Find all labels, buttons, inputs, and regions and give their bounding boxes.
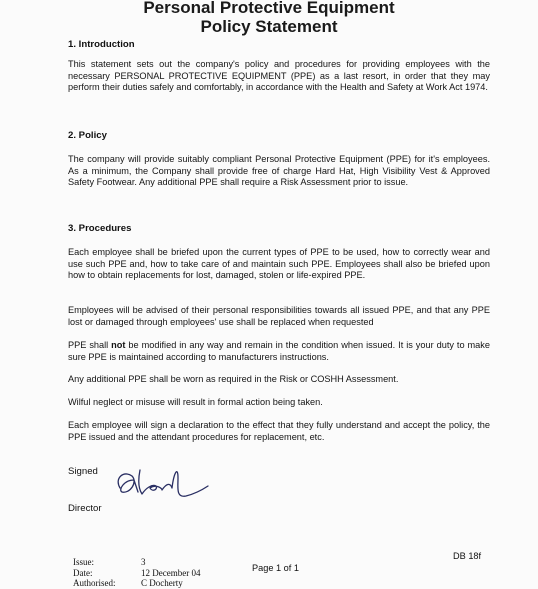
director-signature — [112, 462, 212, 508]
procedures-paragraph-1: Each employee shall be briefed upon the current types of PPE to be used, how to correctly wear and use such PPE and, how to take care of and maintain such PPE. Employees shall also be briefed upon how to obtain replacements for lost, damaged, stolen or life-expired PPE. — [68, 247, 490, 281]
section-introduction-text: This statement sets out the company's policy and procedures for providing employees with the necessary PERSONAL PROTECTIVE EQUIPMENT (PPE) as a last resort, in order that they may perform their duties safely and comfortably, in accordance with the Health and Safety at Work Act 1974. — [68, 59, 490, 93]
footer-issue-value: 3 — [141, 557, 146, 567]
procedures-paragraph-6: Each employee will sign a declaration to the effect that they fully understand and accept the policy, the PPE issued and the attendant procedures for replacement, etc. — [68, 420, 490, 442]
p3-end: be modified in any way and remain in the condition when issued. It is your duty to make sure PPE is maintained according to manufacturers instructions. — [68, 340, 490, 362]
footer-issue-label: Issue: — [73, 557, 94, 567]
document-subtitle: Policy Statement — [200, 17, 338, 36]
footer-authorised-value: C Docherty — [141, 578, 183, 588]
procedures-paragraph-4: Any additional PPE shall be worn as required in the Risk or COSHH Assessment. — [68, 374, 399, 384]
section-procedures-heading: 3. Procedures — [68, 223, 132, 234]
footer-date-label: Date: — [73, 567, 93, 578]
footer-page-number: Page 1 of 1 — [252, 563, 299, 573]
p3-emphasis-not: not — [111, 340, 126, 350]
procedures-paragraph-3 — [68, 340, 490, 363]
director-label: Director — [68, 503, 102, 514]
section-introduction-heading: 1. Introduction — [68, 39, 135, 50]
section-policy-text: The company will provide suitably compliant Personal Protective Equipment (PPE) for it's employees. As a minimum, the Company shall provide free of charge Hard Hat, High Visibility Vest & Approved Safety Footwear. Any additional PPE shall require a Risk Assessment prior to issue. — [68, 154, 490, 188]
signed-label: Signed — [68, 466, 98, 477]
section-policy-heading: 2. Policy — [68, 130, 107, 141]
procedures-paragraph-5: Wilful neglect or misuse will result in formal action being taken. — [68, 397, 323, 407]
footer-date-value: 12 December 04 — [141, 567, 201, 578]
document-title: Personal Protective Equipment — [143, 0, 395, 17]
footer-authorised-label: Authorised: — [73, 578, 116, 588]
procedures-paragraph-2: Employees will be advised of their personal responsibilities towards all issued PPE, and that any PPE lost or damaged through employees' use shall be replaced when requested — [68, 305, 490, 327]
p3-start: PPE shall — [68, 340, 112, 350]
footer-document-reference: DB 18f — [453, 551, 482, 561]
